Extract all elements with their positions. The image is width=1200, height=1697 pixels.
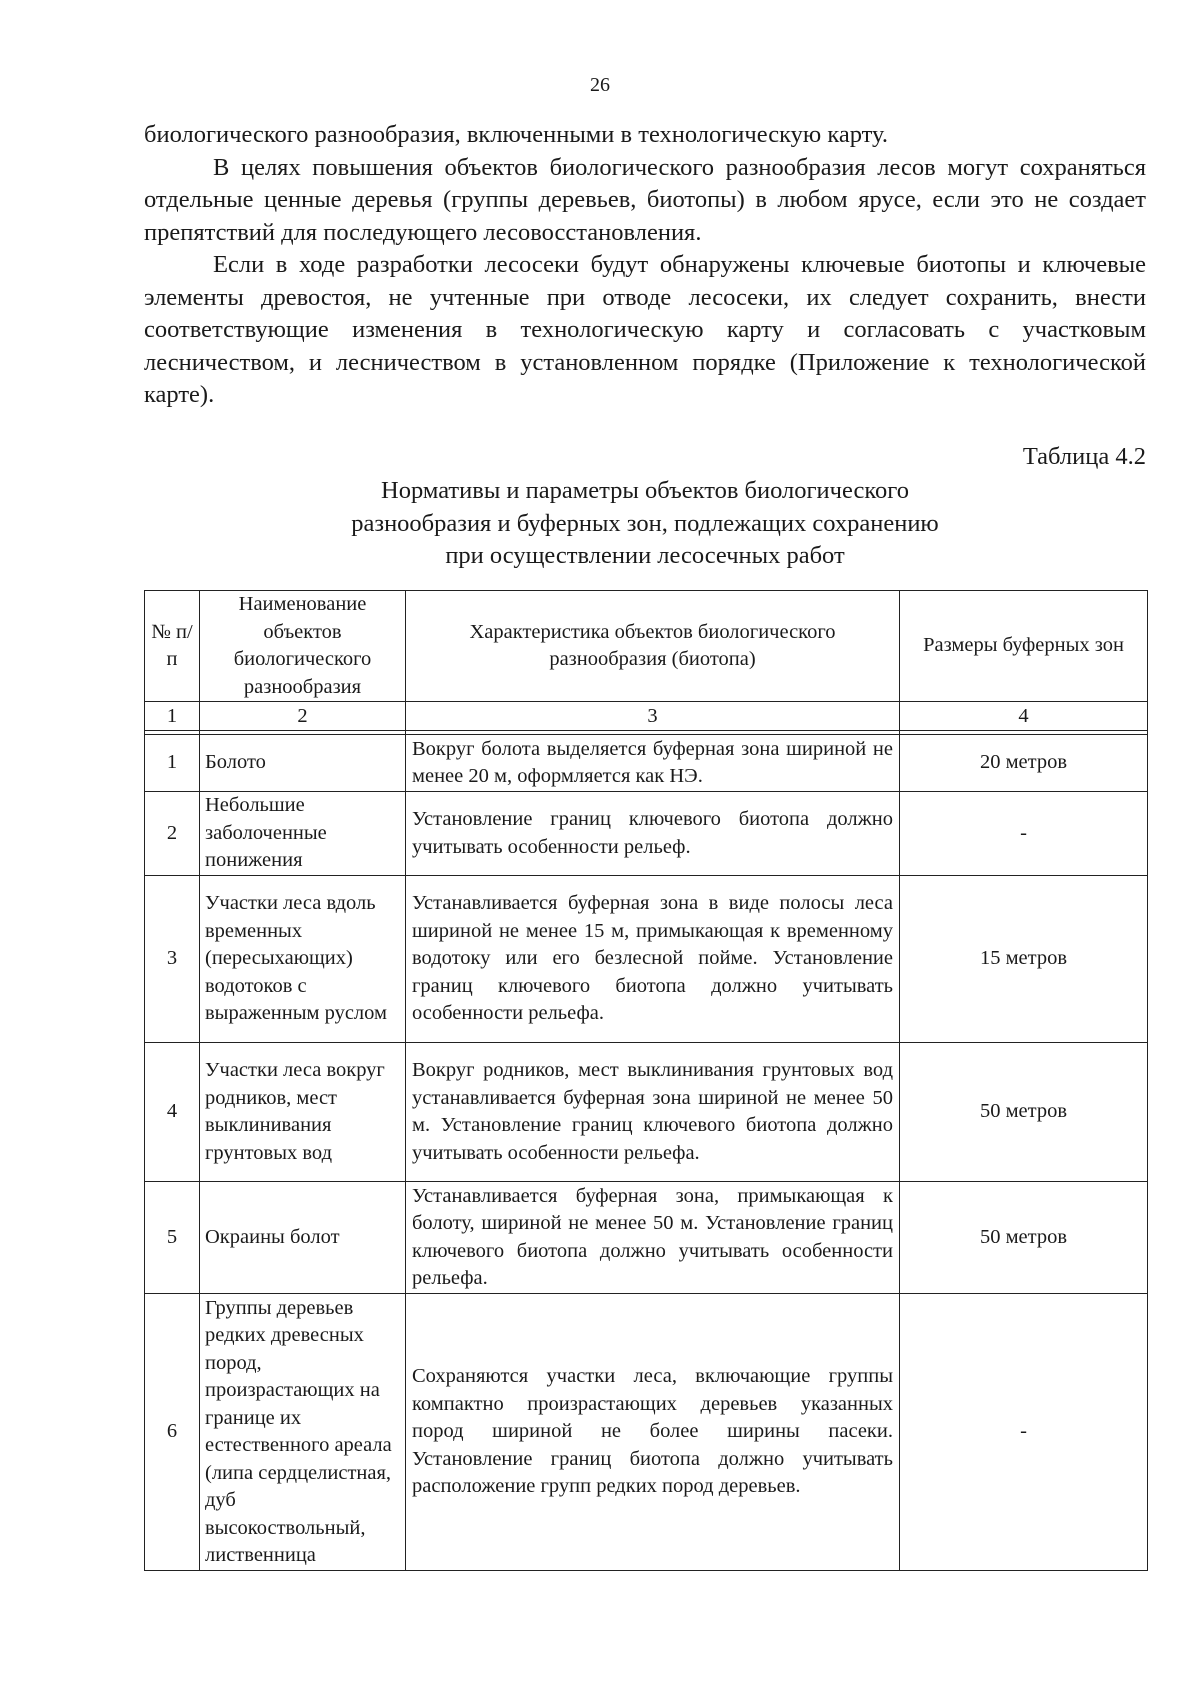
row-name: Участки леса вдоль временных (пересыхающих) водотоков с выраженным руслом [200, 876, 406, 1043]
row-num: 3 [145, 876, 200, 1043]
header-buffer: Размеры буферных зон [900, 591, 1148, 702]
table-title [144, 475, 1146, 573]
row-num: 6 [145, 1294, 200, 1571]
table-row [145, 792, 1148, 876]
paragraph: биологического разнообразия, включенными в технологическую карту. [144, 121, 888, 148]
norms-table [144, 590, 1148, 1571]
row-num: 5 [145, 1182, 200, 1294]
row-description: Вокруг родников, мест выклинивания грунтовых вод устанавливается буферная зона шириной не менее 50 м. Установление границ ключевого биотопа должно учитывать особенности рельефа. [406, 1043, 900, 1182]
row-description: Сохраняются участки леса, включающие группы компактно произрастающих деревьев указанных пород шириной не более ширины пасеки. Установление границ биотопа должно учитывать расположение групп редких пород деревьев. [406, 1294, 900, 1571]
row-buffer: - [900, 792, 1148, 876]
row-buffer: 20 метров [900, 735, 1148, 792]
table-row [145, 1043, 1148, 1182]
column-number: 3 [406, 702, 900, 731]
page-number: 26 [590, 74, 610, 96]
row-buffer: 50 метров [900, 1043, 1148, 1182]
row-name: Болото [200, 735, 406, 792]
table-label: Таблица 4.2 [1022, 443, 1146, 470]
body-text [144, 119, 1146, 412]
table-row [145, 876, 1148, 1043]
paragraph: В целях повышения объектов биологического разнообразия лесов могут сохраняться отдельные ценные деревья (группы деревьев, биотопы) в любом ярусе, если это не создает препятствий для последующего лесовосстановления. [144, 153, 1146, 246]
table-title-line: разнообразия и буферных зон, подлежащих сохранению [351, 509, 939, 537]
row-name: Окраины болот [200, 1182, 406, 1294]
row-buffer: 15 метров [900, 876, 1148, 1043]
row-buffer: - [900, 1294, 1148, 1571]
row-name: Участки леса вокруг родников, мест выклинивания грунтовых вод [200, 1043, 406, 1182]
row-name: Группы деревьев редких древесных пород, произрастающих на границе их естественного ареала (липа сердцелистная, дуб высокоствольный, лиственница [200, 1294, 406, 1571]
table-row [145, 1182, 1148, 1294]
header-name: Наименование объектов биологического разнообразия [200, 591, 406, 702]
column-number: 4 [900, 702, 1148, 731]
paragraph: Если в ходе разработки лесосеки будут обнаружены ключевые биотопы и ключевые элементы древостоя, не учтенные при отводе лесосеки, их следует сохранить, внести соответствующие изменения в технологическую карту и согласовать с участковым лесничеством, и лесничеством в установленном порядке (Приложение к технологической карте). [144, 251, 1146, 408]
header-description: Характеристика объектов биологического разнообразия (биотопа) [406, 591, 900, 702]
table-row [145, 735, 1148, 792]
row-description: Устанавливается буферная зона в виде полосы леса шириной не менее 15 м, примыкающая к временному водотоку или его безлесной пойме. Установление границ ключевого биотопа должно учитывать особенности рельефа. [406, 876, 900, 1043]
header-num: № п/п [145, 591, 200, 702]
column-number: 2 [200, 702, 406, 731]
column-number: 1 [145, 702, 200, 731]
table-row [145, 1294, 1148, 1571]
row-num: 4 [145, 1043, 200, 1182]
row-description: Устанавливается буферная зона, примыкающая к болоту, шириной не менее 50 м. Установление границ ключевого биотопа должно учитывать особенности рельефа. [406, 1182, 900, 1294]
row-name: Небольшие заболоченные понижения [200, 792, 406, 876]
row-num: 2 [145, 792, 200, 876]
row-num: 1 [145, 735, 200, 792]
column-number-row [145, 702, 1148, 731]
row-description: Вокруг болота выделяется буферная зона шириной не менее 20 м, оформляется как НЭ. [406, 735, 900, 792]
row-description: Установление границ ключевого биотопа должно учитывать особенности рельеф. [406, 792, 900, 876]
table-title-line: Нормативы и параметры объектов биологического [381, 477, 909, 504]
table-title-line: при осуществлении лесосечных работ [445, 542, 845, 569]
row-buffer: 50 метров [900, 1182, 1148, 1294]
table-header-row [145, 591, 1148, 702]
